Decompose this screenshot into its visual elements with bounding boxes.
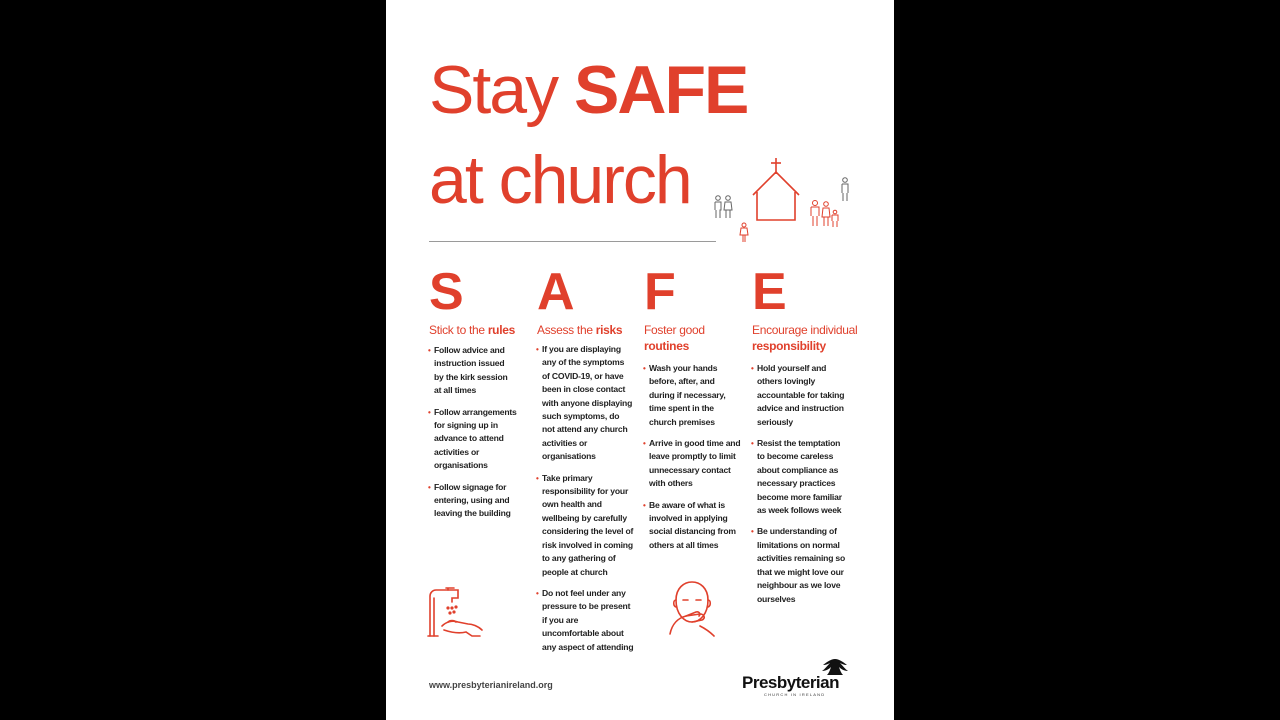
face-cough-icon: [666, 578, 718, 638]
risks-list: [537, 343, 637, 654]
list-item: • If you are displaying any of the symptoms of COVID-19, or have been in close contact with anyone displaying such symptoms, do not attend any church activities or organisations: [537, 343, 634, 464]
letter-s: S: [429, 263, 464, 321]
column-heading: [537, 322, 637, 338]
list-item: • Take primary responsibility for your own health and wellbeing by carefully considering the level of risk involved in coming to any gathering of people at church: [537, 472, 634, 579]
list-item: • Be aware of what is involved in applying social distancing from others at all times: [644, 499, 737, 553]
list-item: • Wash your hands before, after, and during if necessary, time spent in the church premises: [644, 362, 733, 429]
presbyterian-logo: [742, 655, 857, 700]
heading-normal: Foster good: [644, 323, 705, 337]
heading-normal: Assess the: [537, 323, 593, 337]
column-encourage-responsibility: [752, 322, 864, 614]
heading-normal: Stick to the: [429, 323, 485, 337]
title-stay: Stay: [429, 52, 558, 128]
heading-bold: risks: [595, 323, 623, 337]
logo-wordmark: Presbyterian: [742, 673, 839, 692]
heading-bold: responsibility: [752, 339, 826, 353]
church-people-icon: [712, 152, 862, 247]
poster-title-line2: at church: [429, 142, 691, 218]
logo-subtext: CHURCH IN IRELAND: [764, 692, 826, 697]
list-item: • Be understanding of limitations on normal activities remaining so that we might love our neighbour as we love ourselves: [752, 525, 851, 605]
column-heading: [752, 322, 864, 354]
list-item: • Do not feel under any pressure to be present if you are uncomfortable about any aspect of attending: [537, 587, 634, 654]
routines-list: [644, 362, 746, 552]
people-icon: [715, 178, 848, 218]
safety-poster: [386, 0, 894, 720]
list-item: • Follow advice and instruction issued by the kirk session at all times: [429, 344, 516, 398]
column-heading: [644, 322, 746, 354]
handwashing-icon: [426, 586, 484, 638]
heading-normal: Encourage individual: [752, 323, 858, 337]
letter-f: F: [644, 263, 676, 321]
list-item: • Arrive in good time and leave promptly to limit unnecessary contact with others: [644, 437, 745, 491]
responsibility-list: [752, 362, 864, 606]
column-heading: [429, 322, 529, 338]
heading-bold: routines: [644, 339, 689, 353]
column-assess-risks: [537, 322, 637, 662]
poster-title-line1: [429, 52, 748, 128]
list-item: • Follow signage for entering, using and leaving the building: [429, 481, 516, 521]
list-item: • Follow arrangements for signing up in advance to attend activities or organisations: [429, 406, 522, 473]
church-icon: [753, 158, 799, 220]
heading-bold: rules: [487, 323, 515, 337]
title-safe: SAFE: [573, 52, 748, 128]
letter-e: E: [752, 263, 787, 321]
footer-url[interactable]: www.presbyterianireland.org: [429, 680, 553, 690]
column-foster-routines: [644, 322, 746, 560]
list-item: • Hold yourself and others lovingly accountable for taking advice and instruction seriously: [752, 362, 849, 429]
rules-list: [429, 344, 529, 521]
column-stick-to-rules: [429, 322, 529, 529]
letter-a: A: [537, 263, 575, 321]
title-divider: [429, 241, 716, 242]
list-item: • Resist the temptation to become careless about compliance as necessary practices become more familiar as week follows week: [752, 437, 849, 517]
